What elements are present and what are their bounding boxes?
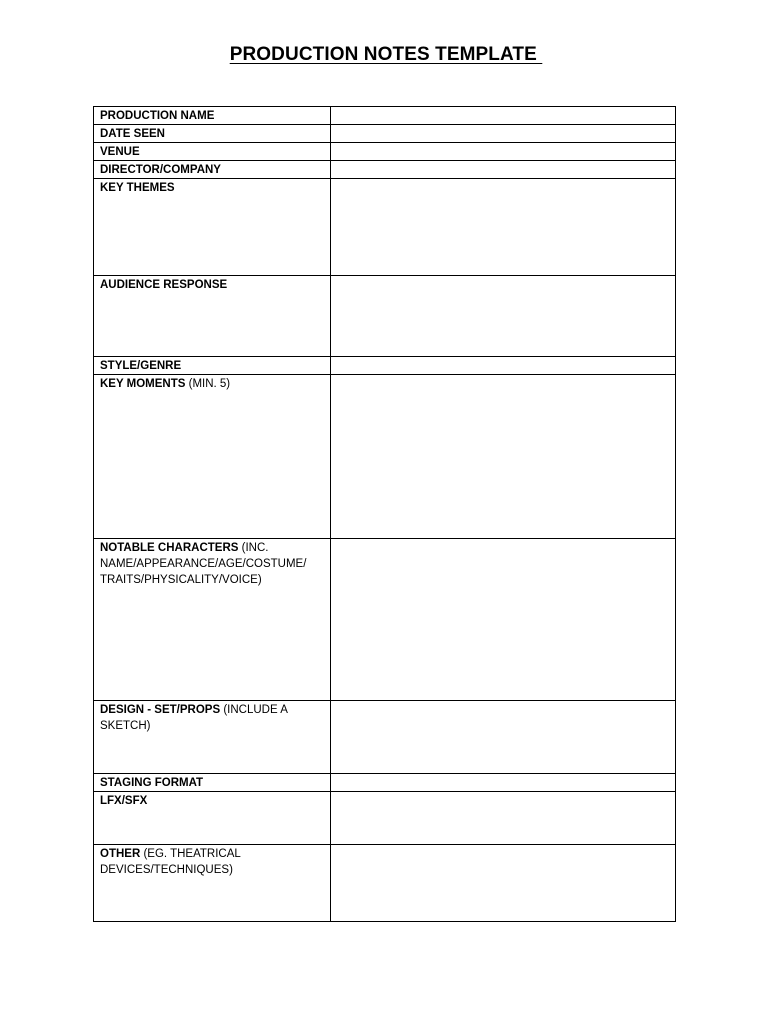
row-label: NOTABLE CHARACTERS — [100, 542, 239, 554]
row-value-cell[interactable] — [331, 774, 676, 792]
row-value-cell[interactable] — [331, 701, 676, 774]
row-label-cell — [94, 701, 331, 774]
row-label: LFX/SFX — [100, 795, 148, 807]
row-label-cell — [94, 774, 331, 792]
row-label: DIRECTOR/COMPANY — [100, 164, 221, 176]
row-label-cell — [94, 792, 331, 845]
production-notes-table — [93, 106, 676, 922]
row-label: STAGING FORMAT — [100, 777, 204, 789]
row-note: (MIN. 5) — [185, 378, 231, 390]
row-label-cell — [94, 143, 331, 161]
table-row — [94, 792, 676, 845]
table-row — [94, 701, 676, 774]
row-label: AUDIENCE RESPONSE — [100, 279, 228, 291]
table-row — [94, 179, 676, 276]
row-note: (INC. NAME/APPEARANCE/AGE/COSTUME/ TRAITS/PHYSICALITY/VOICE) — [100, 542, 307, 586]
row-value-cell[interactable] — [331, 125, 676, 143]
table-row — [94, 539, 676, 701]
row-note: (INCLUDE A SKETCH) — [100, 704, 288, 732]
row-label: KEY MOMENTS — [100, 378, 186, 390]
row-label: KEY THEMES — [100, 182, 175, 194]
row-label-cell — [94, 539, 331, 701]
row-label-cell — [94, 161, 331, 179]
row-label-cell — [94, 357, 331, 375]
row-label-cell — [94, 107, 331, 125]
row-value-cell[interactable] — [331, 375, 676, 539]
row-value-cell[interactable] — [331, 107, 676, 125]
row-label-cell — [94, 375, 331, 539]
row-value-cell[interactable] — [331, 161, 676, 179]
row-label: VENUE — [100, 146, 140, 158]
table-row — [94, 125, 676, 143]
row-value-cell[interactable] — [331, 845, 676, 922]
row-label: PRODUCTION NAME — [100, 110, 215, 122]
row-value-cell[interactable] — [331, 143, 676, 161]
row-label-cell — [94, 125, 331, 143]
table-row — [94, 357, 676, 375]
page-title: PRODUCTION NOTES TEMPLATE — [229, 44, 543, 65]
row-value-cell[interactable] — [331, 276, 676, 357]
row-value-cell[interactable] — [331, 179, 676, 276]
row-label-cell — [94, 845, 331, 922]
table-row — [94, 276, 676, 357]
row-label-cell — [94, 276, 331, 357]
table-row — [94, 107, 676, 125]
table-row — [94, 161, 676, 179]
row-label: OTHER — [100, 848, 141, 860]
row-label-cell — [94, 179, 331, 276]
table-row — [94, 774, 676, 792]
table-row — [94, 143, 676, 161]
row-label: DATE SEEN — [100, 128, 165, 140]
row-label: DESIGN - SET/PROPS — [100, 704, 221, 716]
row-label: STYLE/GENRE — [100, 360, 182, 372]
table-row — [94, 375, 676, 539]
table-row — [94, 845, 676, 922]
row-value-cell[interactable] — [331, 539, 676, 701]
row-value-cell[interactable] — [331, 792, 676, 845]
row-note: (EG. THEATRICAL DEVICES/TECHNIQUES) — [100, 848, 241, 876]
row-value-cell[interactable] — [331, 357, 676, 375]
